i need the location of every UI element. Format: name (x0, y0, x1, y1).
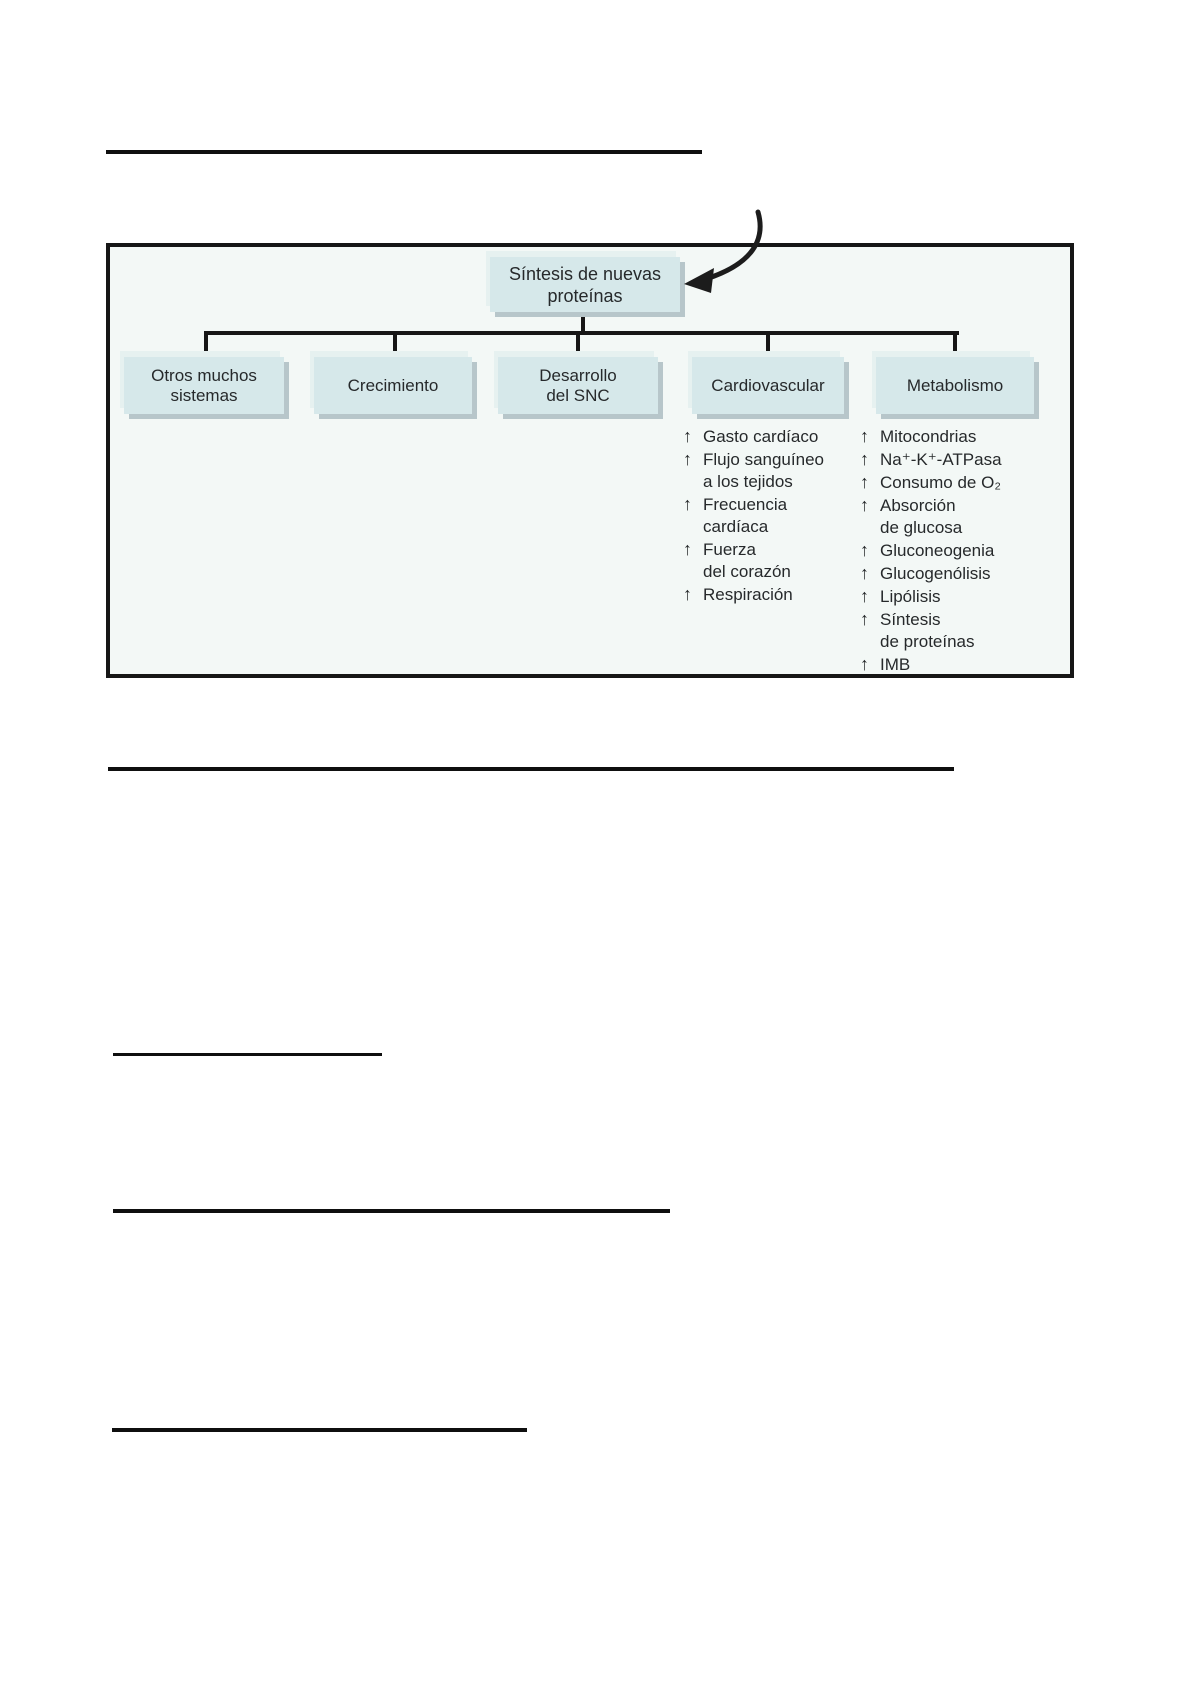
cardiovascular-effects-list (683, 425, 868, 606)
blank-underline-5 (112, 1428, 527, 1432)
node-label: Metabolismo (906, 375, 1004, 395)
effect-item: ↑ Consumo de O₂ (860, 472, 1001, 492)
up-arrow-icon: ↑ (860, 540, 869, 560)
node-label: Crecimiento (347, 375, 439, 395)
effect-item: ↑ Fuerza del corazón (683, 539, 791, 581)
up-arrow-icon: ↑ (860, 586, 869, 606)
node-cardiovascular (692, 357, 844, 414)
up-arrow-icon: ↑ (860, 449, 869, 469)
node-crecimiento (314, 357, 472, 414)
effect-item: ↑ Frecuencia cardíaca (683, 494, 788, 536)
node-sintesis-proteinas (490, 257, 680, 312)
drop-line-2 (393, 331, 397, 358)
up-arrow-icon: ↑ (860, 654, 869, 674)
up-arrow-icon: ↑ (860, 426, 869, 446)
effect-item: ↑ IMB (860, 654, 911, 674)
node-label: Síntesis de nuevas proteínas (508, 263, 662, 306)
up-arrow-icon: ↑ (683, 539, 692, 559)
up-arrow-icon: ↑ (860, 472, 869, 492)
effect-item: ↑ Gluconeogenia (860, 540, 995, 560)
effect-item: ↑ Glucogenólisis (860, 563, 991, 583)
drop-line-1 (204, 331, 208, 358)
effect-item: ↑ Síntesis de proteínas (860, 609, 975, 651)
blank-underline-1 (106, 150, 702, 154)
up-arrow-icon: ↑ (683, 494, 692, 514)
up-arrow-icon: ↑ (860, 609, 869, 629)
effect-item: ↑ Gasto cardíaco (683, 426, 819, 446)
effect-item: ↑ Absorción de glucosa (860, 495, 963, 537)
effect-item: ↑ Lipólisis (860, 586, 941, 606)
effect-item: ↑ Flujo sanguíneo a los tejidos (683, 449, 824, 491)
up-arrow-icon: ↑ (683, 584, 692, 604)
hormone-effects-diagram (106, 243, 1074, 678)
metabolismo-effects-list (860, 425, 1060, 676)
up-arrow-icon: ↑ (860, 495, 869, 515)
node-metabolismo (876, 357, 1034, 414)
node-otros-sistemas (124, 357, 284, 414)
effect-item: ↑ Respiración (683, 584, 793, 604)
effect-item: ↑ Na⁺-K⁺-ATPasa (860, 449, 1002, 469)
up-arrow-icon: ↑ (683, 426, 692, 446)
branch-line (204, 331, 959, 335)
drop-line-5 (953, 331, 957, 358)
node-label: Cardiovascular (711, 375, 825, 395)
drop-line-3 (576, 331, 580, 358)
up-arrow-icon: ↑ (683, 449, 692, 469)
node-label: Otros muchos sistemas (151, 365, 257, 405)
node-label: Desarrollo del SNC (539, 365, 617, 405)
effect-item: ↑ Mitocondrias (860, 426, 977, 446)
node-desarrollo-snc (498, 357, 658, 414)
blank-underline-4 (113, 1209, 670, 1213)
blank-underline-3 (113, 1053, 382, 1056)
blank-underline-2 (108, 767, 954, 771)
drop-line-4 (766, 331, 770, 358)
up-arrow-icon: ↑ (860, 563, 869, 583)
